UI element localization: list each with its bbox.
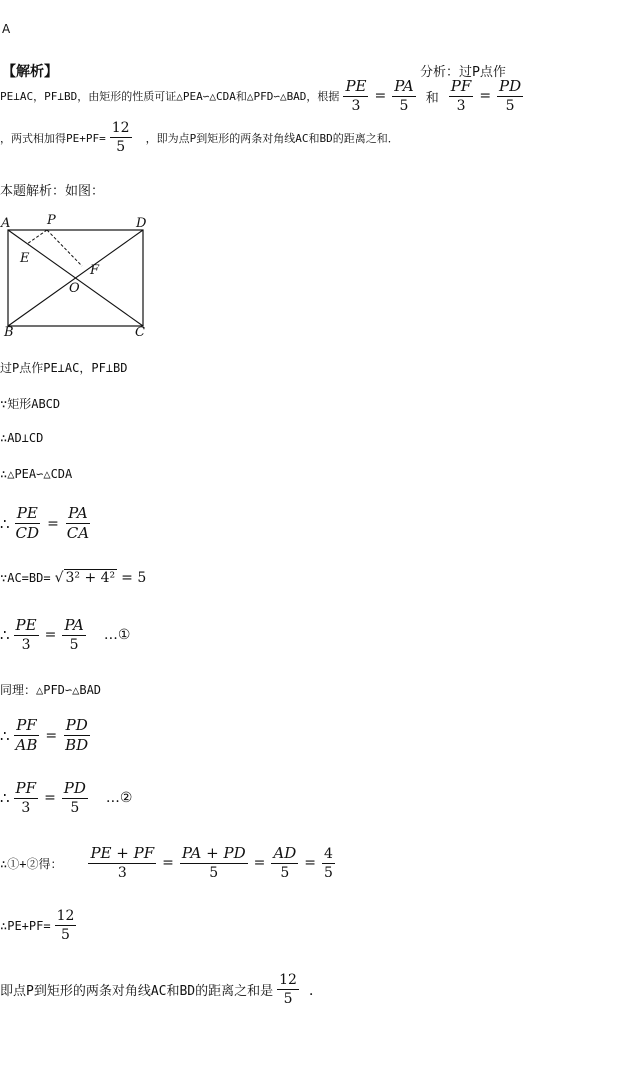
fraction-numerator: PF — [14, 717, 39, 736]
step12-text: ∴PE+PF= — [0, 918, 51, 933]
fraction-numerator: PF — [449, 78, 474, 97]
fraction-numerator: PE — [343, 78, 368, 97]
step-9: ∴ $\frac{PF}{AB}$ = $\frac{PD}{BD}$ — [0, 716, 89, 755]
fraction-denominator: BD — [65, 736, 89, 755]
step-6 — [0, 570, 146, 586]
fraction-denominator: 3 — [456, 98, 466, 115]
fraction-numerator: PF — [14, 780, 39, 799]
fraction-4-5 — [322, 846, 335, 881]
analysis-title: 【解析】 — [2, 64, 58, 80]
fraction-pf-3 — [14, 780, 39, 816]
fraction-denominator: 5 — [61, 927, 70, 944]
step6-result: = 5 — [121, 570, 147, 586]
fraction-denominator: 3 — [117, 865, 127, 882]
fraction-denominator: 5 — [116, 139, 126, 156]
fraction-pd-5 — [497, 78, 523, 114]
fraction-ad-5 — [271, 845, 298, 881]
label-f: F — [90, 263, 100, 278]
fraction-denominator: 3 — [21, 800, 31, 817]
fraction-numerator: PD — [64, 717, 90, 736]
analysis-line-1: PE⊥AC，PF⊥BD，由矩形的性质可证△PEA∽△CDA和△PFD∽△BAD，根据 $\frac{PE}{3}$ = $\frac{PA}{5}$ 和 $\frac{PF}{3}$ = $\frac{PD}{5}$ — [0, 77, 522, 115]
fraction-denominator: 5 — [399, 98, 409, 115]
fraction-numerator: AD — [271, 845, 298, 864]
step-13 — [0, 972, 323, 1007]
fraction-pa-ca — [65, 505, 91, 543]
label-p: P — [47, 213, 56, 228]
fraction-numerator: PD — [497, 78, 523, 97]
fraction-numerator: PA — [66, 505, 90, 524]
fraction-pd-5 — [62, 780, 88, 816]
fraction-pf-ab — [14, 717, 40, 755]
step-1: 过P点作PE⊥AC，PF⊥BD — [0, 361, 128, 375]
fraction-numerator: PA — [392, 78, 416, 97]
analysis-line2-pre: ，两式相加得PE+PF= — [0, 131, 106, 145]
fraction-denominator: AB — [15, 736, 38, 755]
rectangle-figure — [0, 210, 160, 340]
fraction-denominator: 5 — [70, 800, 80, 817]
segment-pe — [27, 230, 47, 244]
equation-tag-2: …② — [105, 790, 133, 807]
fraction-sum-pa-pd — [180, 845, 248, 881]
step-4: ∴△PEA∽△CDA — [0, 467, 73, 481]
step6-text: ∵AC=BD= — [0, 571, 51, 585]
fraction-denominator: CD — [15, 524, 40, 543]
analysis-line1-text: PE⊥AC，PF⊥BD，由矩形的性质可证△PEA∽△CDA和△PFD∽△BAD，根据 — [0, 90, 340, 104]
answer: A — [2, 22, 11, 36]
fraction-numerator: PE + PF — [88, 845, 156, 864]
therefore-symbol: ∴ — [0, 514, 10, 533]
label-c: C — [135, 325, 145, 340]
segment-pf — [47, 230, 82, 266]
sqrt-expression: √ 3² + 4² — [54, 570, 116, 586]
label-d: D — [136, 216, 147, 231]
fraction-12-5 — [110, 120, 132, 155]
label-a: A — [1, 216, 11, 231]
fraction-numerator: PA + PD — [180, 845, 248, 864]
fraction-numerator: 4 — [322, 846, 335, 864]
fraction-numerator: 12 — [277, 972, 299, 990]
fraction-denominator: 3 — [21, 637, 31, 654]
fraction-pd-bd — [63, 717, 90, 755]
step-11: ∴①+②得： $\frac{PE + PF}{3}$ = $\frac{PA + PD}{5}$ = $\frac{AD}{5}$ = $\frac{4}{5}$ — [0, 844, 333, 882]
analysis-label: 分析：过P点作 — [420, 65, 506, 80]
fraction-denominator: 5 — [209, 865, 219, 882]
fraction-12-5 — [277, 972, 299, 1007]
fraction-12-5 — [55, 908, 77, 943]
fraction-pa-5 — [392, 78, 416, 114]
label-e: E — [20, 251, 30, 266]
fraction-pe-3 — [343, 78, 368, 114]
step-10: ∴ $\frac{PF}{3}$ = $\frac{PD}{5}$ …② — [0, 779, 133, 817]
step11-text: ∴①+②得： — [0, 856, 63, 871]
analysis-line2-post: ，即为点P到矩形的两条对角线AC和BD的距离之和． — [145, 131, 399, 145]
fraction-pe-3 — [14, 617, 39, 653]
fraction-sum-pe-pf — [88, 845, 156, 881]
fraction-numerator: PD — [62, 780, 88, 799]
step-8: 同理：△PFD∽△BAD — [0, 683, 102, 697]
therefore-symbol: ∴ — [0, 789, 10, 808]
fraction-numerator: 12 — [110, 120, 132, 138]
fraction-numerator: PE — [14, 617, 39, 636]
step-5: ∴ $\frac{PE}{CD}$ = $\frac{PA}{CA}$ — [0, 504, 90, 543]
and-word: 和 — [425, 90, 439, 106]
step-3: ∴AD⊥CD — [0, 431, 44, 445]
fraction-numerator: PA — [62, 617, 86, 636]
step-12 — [0, 908, 76, 943]
equation-tag-1: …① — [103, 627, 131, 644]
fraction-pa-5 — [62, 617, 86, 653]
fraction-pe-cd — [14, 505, 42, 543]
solution-heading: 本题解析：如图： — [0, 184, 105, 199]
fraction-denominator: 5 — [280, 865, 290, 882]
therefore-symbol: ∴ — [0, 626, 10, 645]
step13-period: ． — [308, 982, 323, 999]
step-7: ∴ $\frac{PE}{3}$ = $\frac{PA}{5}$ …① — [0, 616, 131, 654]
label-o: O — [69, 281, 80, 296]
fraction-denominator: 3 — [351, 98, 361, 115]
analysis-line-2 — [0, 120, 399, 155]
fraction-numerator: PE — [15, 505, 40, 524]
fraction-pf-3 — [449, 78, 474, 114]
radicand: 3² + 4² — [65, 570, 116, 586]
therefore-symbol: ∴ — [0, 726, 10, 745]
fraction-denominator: 5 — [69, 637, 79, 654]
fraction-numerator: 12 — [55, 908, 77, 926]
fraction-denominator: 5 — [505, 98, 515, 115]
label-b: B — [4, 325, 14, 340]
step13-text: 即点P到矩形的两条对角线AC和BD的距离之和是 — [0, 984, 274, 1000]
fraction-denominator: 5 — [283, 991, 293, 1008]
fraction-denominator: 5 — [323, 864, 333, 881]
fraction-denominator: CA — [66, 524, 90, 543]
step-2: ∵矩形ABCD — [0, 397, 61, 411]
